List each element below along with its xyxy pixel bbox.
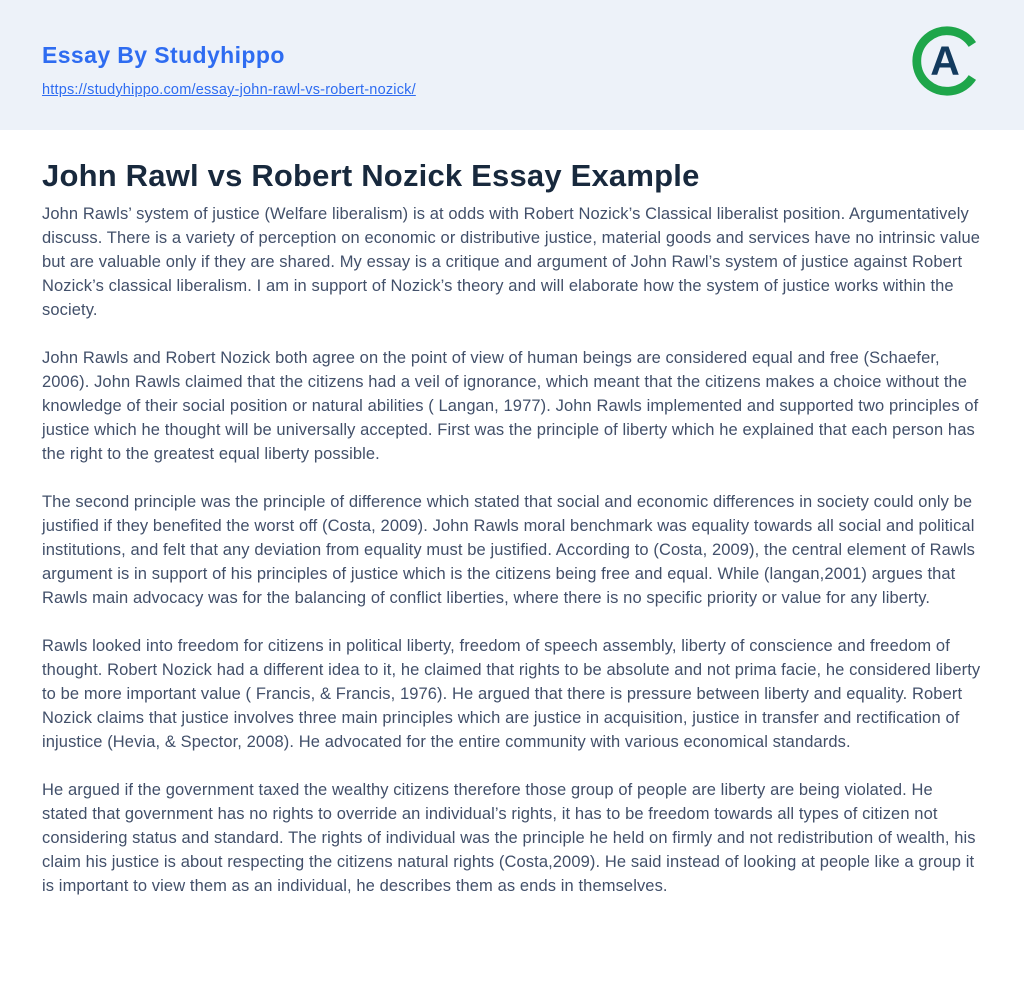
site-title: Essay By Studyhippo: [42, 42, 285, 68]
essay-paragraph: John Rawls’ system of justice (Welfare liberalism) is at odds with Robert Nozick’s Classical liberalist position. Argumentatively discuss. There is a variety of perception on economic or distributive justice, material goods and services have no intrinsic value but are valuable only if they are shared. My essay is a critique and argument of John Rawl’s system of justice against Robert Nozick’s classical liberalism. I am in support of Nozick’s theory and will elaborate how the system of justice works within the society.: [42, 205, 981, 319]
logo-ring-icon: [908, 22, 986, 100]
essay-paragraph: He argued if the government taxed the wealthy citizens therefore those group of people are liberty are being violated. He stated that government has no rights to override an individual’s rights, it has to be freedom towards all types of citizen not considering status and standard. The rights of individual was the principle he held on firmly and not redistribution of wealth, his claim his justice is about respecting the citizens natural rights (Costa,2009). He said instead of looking at people like a group it is important to view them as an individual, he describes them as ends in themselves.: [42, 781, 976, 895]
logo-letter: A: [930, 37, 960, 84]
essay-paragraph: The second principle was the principle of difference which stated that social and economic differences in society could only be justified if they benefited the worst off (Costa, 2009). John Rawls moral benchmark was equality towards all social and political institutions, and felt that any deviation from equality must be justified. According to (Costa, 2009), the central element of Rawls argument is in support of his principles of justice which is the citizens being free and equal. While (langan,2001) argues that Rawls main advocacy was for the balancing of conflict liberties, where there is no specific priority or value for any liberty.: [42, 493, 975, 607]
essay-url-link[interactable]: https://studyhippo.com/essay-john-rawl-vs-robert-nozick/: [42, 82, 416, 98]
page-header: [0, 0, 1024, 130]
essay-content: [0, 130, 1024, 898]
essay-body: [42, 202, 982, 898]
essay-paragraph: Rawls looked into freedom for citizens in political liberty, freedom of speech assembly, liberty of conscience and freedom of thought. Robert Nozick had a different idea to it, he claimed that rights to be absolute and not prima facie, he considered liberty to be more important value ( Francis, & Francis, 1976). He argued that there is pressure between liberty and equality. Robert Nozick claims that justice involves three main principles which are justice in acquisition, justice in transfer and rectification of injustice (Hevia, & Spector, 2008). He advocated for the entire community with various economical standards.: [42, 637, 981, 751]
essay-paragraph: John Rawls and Robert Nozick both agree on the point of view of human beings are considered equal and free (Schaefer, 2006). John Rawls claimed that the citizens had a veil of ignorance, which meant that the citizens makes a choice without the knowledge of their social position or natural abilities ( Langan, 1977). John Rawls implemented and supported two principles of justice which he thought will be universally accepted. First was the principle of liberty which he explained that each person has the right to the greatest equal liberty possible.: [42, 349, 979, 463]
essay-title: John Rawl vs Robert Nozick Essay Example: [42, 158, 700, 193]
studyhippo-logo: [908, 22, 986, 100]
